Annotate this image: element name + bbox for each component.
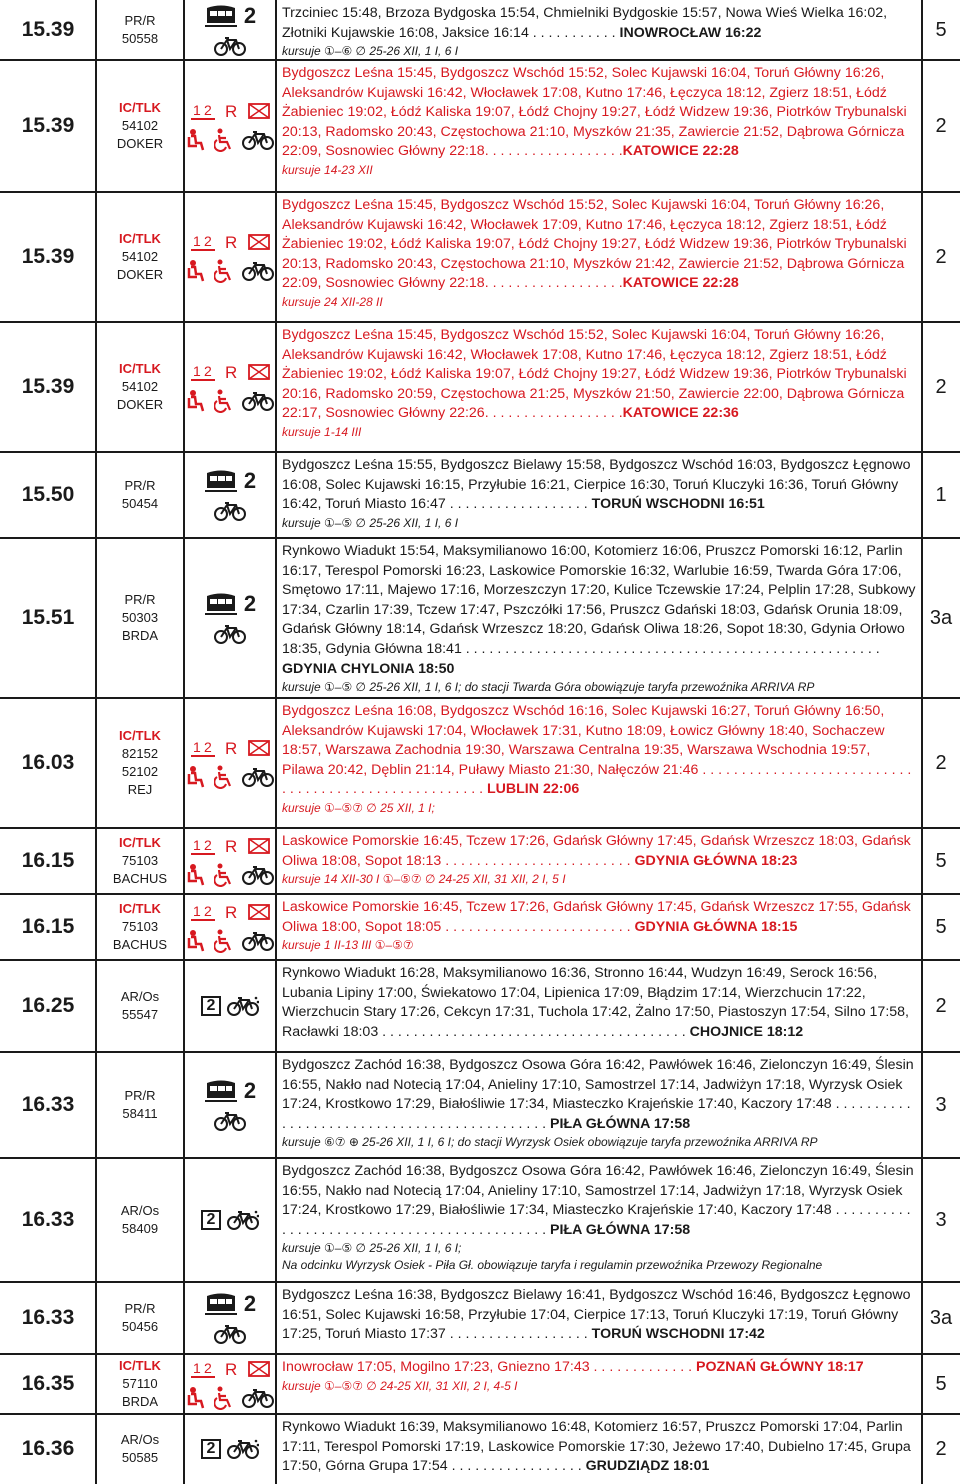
service-note: kursuje 1-14 III [282,424,362,439]
person-seat-icon [186,765,208,789]
departure-time: 16.15 [21,849,75,872]
service-note: kursuje 1 II-13 III ①–⑤⑦ [282,938,414,953]
train-number: BACHUS [112,871,168,886]
departure-row [0,192,960,322]
platform-number: 2 [935,114,947,137]
train-carrier [96,1414,184,1484]
route-leader-dots: . . . . . . . . . . . [528,24,620,41]
row-divider [0,1353,960,1355]
train-number: DOKER [116,397,164,412]
service-note: kursuje 14-23 XII [282,162,373,177]
route-leader-dots: . . . . . . . . . . . . . . . . . . . . . . . . [441,918,635,935]
route-stops [276,538,922,698]
service-note: kursuje ①–⑤⑦ ∅ 24-25 XII, 31 XII, 2 I, 4-5 I [282,1378,518,1393]
destination: TORUŃ WSCHODNI 16:51 [591,496,765,513]
train-type: IC/TLK [119,100,161,115]
departure-row [0,1052,960,1158]
destination: CHOJNICE 18:12 [689,1023,804,1040]
mail-icon [248,739,270,757]
class-1-2-icon [190,835,216,857]
train-amenities [184,192,276,322]
column-divider [275,0,277,1484]
second-class-icon: 2 [243,1078,257,1103]
train-icon [204,4,238,28]
destination: LUBLIN 22:06 [486,781,580,798]
row-divider [0,321,960,323]
train-carrier [96,452,184,538]
train-number: 50303 [121,610,159,625]
train-amenities [184,1282,276,1354]
train-icon [204,469,238,493]
train-carrier [96,1158,184,1282]
destination: KATOWICE 22:28 [622,275,739,292]
bicycle-icon [214,1323,246,1345]
platform-number: 5 [935,18,947,41]
train-amenities [184,1052,276,1158]
platform-number: 2 [935,751,947,774]
departure-row [0,452,960,538]
person-seat-icon [186,259,208,283]
class-1-2-icon [190,901,216,923]
route-leader-dots: . . . . . . . . . . . . . . . . . . . . . . . . . . . . . . . . . . . . . . . . . . . . [282,1096,911,1132]
person-seat-icon [186,128,208,152]
bicycle-icon [227,995,259,1017]
platform-number: 2 [935,245,947,268]
train-type: PR/R [124,478,156,493]
bicycle-icon [242,766,274,788]
platform-number: 3 [935,1208,947,1231]
train-amenities [184,1414,276,1484]
train-carrier [96,60,184,192]
departure-time: 15.39 [21,375,75,398]
train-type: IC/TLK [119,835,161,850]
train-number: 50585 [121,1450,159,1465]
departure-row [0,1158,960,1282]
departure-row [0,828,960,894]
reservation-icon [222,835,242,857]
departure-time: 15.39 [21,18,75,41]
train-number: BRDA [121,1394,159,1409]
reservation-icon [222,100,242,122]
route-stations: Bydgoszcz Leśna 15:45, Bydgoszcz Wschód 15:52, Solec Kujawski 16:04, Toruń Główny 16:26, Aleksandrów Kujawski 16:42, Włocławek 17:08, Kutno 17:46, Łęczyca 18:12, Zgierz 18:51, Łódź Żabieniec 19:02, Łódź Kaliska 19:07, Łódź Chojny 19:27, Łódź Widzew 19:36, Piotrków Trybunalski 20:16, Radomsko 20:59, Częstochowa 21:25, Myszków 21:50, Zawiercie 22:00, Dąbrowa Górnicza 22:17, Sosnowiec Główny 22:26 [282,327,907,422]
train-number: DOKER [116,267,164,282]
column-divider [183,0,185,1484]
train-type: AR/Os [120,1203,160,1218]
train-number: BACHUS [112,937,168,952]
platform-number: 3a [929,1306,953,1329]
service-note: kursuje ①–⑥ ∅ 25-26 XII, 1 I, 6 I [282,44,459,59]
destination: GRUDZIĄDZ 18:01 [585,1458,710,1475]
route-stations: Bydgoszcz Leśna 15:45, Bydgoszcz Wschód 15:52, Solec Kujawski 16:04, Toruń Główny 16:26, Aleksandrów Kujawski 16:42, Włocławek 17:08, Kutno 17:46, Łęczyca 18:12, Zgierz 18:51, Łódź Żabieniec 19:02, Łódź Kaliska 19:07, Łódź Chojny 19:27, Łódź Widzew 19:36, Piotrków Trybunalski 20:13, Radomsko 20:43, Częstochowa 21:10, Myszków 21:35, Zawiercie 21:52, Dąbrowa Górnicza 22:09, Sosnowiec Główny 22:18 [282,65,907,160]
train-number: REJ [127,782,153,797]
route-leader-dots: . . . . . . . . . . . . . . . . . . . . . . . . [441,852,635,869]
train-amenities [184,322,276,452]
service-note: kursuje ⑥⑦ ⊕ 25-26 XII, 1 I, 6 I; do stacji Wyrzysk Osiek obowiązuje taryfa przewoźnika ARRIVA RP [282,1135,818,1150]
route-stations: Bydgoszcz Zachód 16:38, Bydgoszcz Osowa Góra 16:42, Pawłówek 16:46, Zielonczyn 16:49, Ślesin 16:55, Nakło nad Notecią 17:04, Anieliny 17:10, Samostrzel 17:14, Jadwiżyn 17:18, Wyrzysk Osiek 17:24, Krostkowo 17:29, Białośliwie 17:34, Miasteczko Krajeńskie 17:40, Kaczory 17:48 [282,1163,914,1219]
bicycle-icon [214,500,246,522]
route-stations: Inowrocław 17:05, Mogilno 17:23, Gniezno 17:43 [282,1359,590,1375]
reservation-icon [222,737,242,759]
class-1-2-icon [190,361,216,383]
svg-text:2: 2 [204,1360,212,1376]
train-number: 82152 [121,746,159,761]
departure-row [0,960,960,1052]
bicycle-icon [227,1209,259,1231]
column-divider [95,0,97,1484]
second-class-icon: 2 [243,591,257,616]
train-number: BRDA [121,628,159,643]
departure-row [0,0,960,60]
route-leader-dots: . . . . . . . . . . . . . . . . . . . . . . . . . . . . . . . . . . . . . . . . . . . . [282,1202,911,1238]
row-divider [0,59,960,61]
train-amenities [184,698,276,828]
departure-time: 16.33 [21,1093,75,1116]
second-class-icon: 2 [201,996,221,1016]
destination: INOWROCŁAW 16:22 [619,24,762,41]
train-type: IC/TLK [119,361,161,376]
route-stations: Laskowice Pomorskie 16:45, Tczew 17:26, Gdańsk Główny 17:45, Gdańsk Wrzeszcz 18:03, Gdańsk Oliwa 18:08, Sopot 18:13 [282,833,911,869]
wheelchair-icon [214,765,236,789]
departure-row [0,1414,960,1484]
train-number: 57110 [122,1376,158,1391]
column-divider [921,0,923,1484]
route-stations: Bydgoszcz Zachód 16:38, Bydgoszcz Osowa Góra 16:42, Pawłówek 16:46, Zielonczyn 16:49, Ślesin 16:55, Nakło nad Notecią 17:04, Anieliny 17:10, Samostrzel 17:14, Jadwiżyn 17:18, Wyrzysk Osiek 17:24, Krostkowo 17:29, Białośliwie 17:34, Miasteczko Krajeńskie 17:40, Kaczory 17:48 [282,1057,914,1113]
train-icon [204,592,238,616]
second-class-icon: 2 [243,1291,257,1316]
svg-text:2: 2 [204,837,212,853]
bicycle-icon [242,260,274,282]
departure-time: 16.03 [21,751,75,774]
route-stops [276,894,922,960]
svg-text:1: 1 [193,233,201,249]
service-note: kursuje ①–⑤ ∅ 25-26 XII, 1 I, 6 I; do stacji Twarda Góra obowiązuje taryfa przewoźnika ARRIVA RP [282,680,815,695]
wheelchair-icon [214,128,236,152]
train-amenities [184,0,276,60]
route-leader-dots: . . . . . . . . . . . . . . . . . . . . . . . . . . . . . . . . . . . . . . . . . . . . . . . . . . . . . [282,761,912,798]
train-carrier [96,698,184,828]
train-number: 50558 [121,31,159,46]
person-seat-icon [186,1386,208,1410]
train-carrier [96,1052,184,1158]
platform-number: 3a [929,606,953,629]
departure-time: 15.39 [21,245,75,268]
departure-time: 16.15 [21,915,75,938]
train-type: PR/R [124,1301,156,1316]
route-stops [276,0,922,60]
bicycle-icon [242,864,274,886]
route-stops [276,1354,922,1414]
svg-text:1: 1 [193,102,201,118]
departure-time: 16.25 [21,994,75,1017]
bicycle-icon [227,1438,259,1460]
row-divider [0,697,960,699]
mail-icon [248,903,270,921]
row-divider [0,191,960,193]
row-divider [0,537,960,539]
class-1-2-icon [190,231,216,253]
train-carrier [96,894,184,960]
train-amenities [184,894,276,960]
svg-text:2: 2 [204,363,212,379]
svg-text:2: 2 [204,102,212,118]
train-number: 55547 [121,1007,159,1022]
service-note: kursuje ①–⑤⑦ ∅ 25 XII, 1 I; [282,800,435,815]
bicycle-icon [242,129,274,151]
destination: PIŁA GŁÓWNA 17:58 [550,1221,691,1238]
class-1-2-icon [190,737,216,759]
destination: GDYNIA GŁÓWNA 18:15 [634,918,798,935]
train-icon [204,1292,238,1316]
train-number: 58411 [122,1106,158,1121]
route-leader-dots: . . . . . . . . . . . . . . . . . . [445,1326,592,1343]
route-leader-dots: . . . . . . . . . . . . . . . . . . [484,143,623,160]
person-seat-icon [186,389,208,413]
bicycle-icon [242,930,274,952]
platform-number: 2 [935,375,947,398]
departure-row [0,538,960,698]
service-note: Na odcinku Wyrzysk Osiek - Piła Gł. obowiązuje taryfa i regulamin przewoźnika Przewozy Regionalne [282,1258,823,1273]
svg-text:R: R [225,739,238,758]
reservation-icon [222,231,242,253]
departure-time: 15.39 [21,114,75,137]
svg-text:1: 1 [193,739,201,755]
row-divider [0,1051,960,1053]
departure-time: 16.33 [21,1208,75,1231]
train-carrier [96,960,184,1052]
svg-text:2: 2 [204,903,212,919]
departure-time: 15.50 [21,483,75,506]
destination: PIŁA GŁÓWNA 17:58 [550,1115,691,1132]
route-leader-dots: . . . . . . . . . . . . . . . . . . . . . . . . . . . . . . . . . . . . . . . [378,1023,690,1040]
train-type: IC/TLK [119,231,161,246]
row-divider [0,827,960,829]
person-seat-icon [186,929,208,953]
train-type: AR/Os [120,989,160,1004]
route-stops [276,828,922,894]
svg-text:1: 1 [193,837,201,853]
route-stops [276,192,922,322]
row-divider [0,893,960,895]
route-leader-dots: . . . . . . . . . . . . . . . . . . [484,405,623,422]
train-type: IC/TLK [119,1358,161,1373]
platform-number: 1 [935,483,947,506]
row-divider [0,1157,960,1159]
svg-text:2: 2 [204,233,212,249]
train-carrier [96,0,184,60]
route-leader-dots: . . . . . . . . . . . . . . . . . . [445,496,592,513]
svg-text:R: R [225,233,238,252]
route-leader-dots: . . . . . . . . . . . . . . . . . [447,1458,586,1475]
row-divider [0,1281,960,1283]
route-stops [276,1052,922,1158]
route-stations: Rynkowo Wiadukt 16:28, Maksymilianowo 16:36, Stronno 16:44, Wudzyn 16:49, Serock 16:56, Lubania Lipiny 17:00, Świekatowo 17:04, Lipienica 17:09, Błądzim 17:14, Wierzchucin 17:22, Wierzchucin Stary 17:26, Cekcyn 17:31, Tuchola 17:42, Żalno 17:50, Piastoszyn 17:54, Silno 17:58, Racławki 18:03 [282,965,909,1040]
train-number: 52102 [121,764,159,779]
train-type: IC/TLK [119,728,161,743]
platform-number: 2 [935,994,947,1017]
train-type: AR/Os [120,1432,160,1447]
train-carrier [96,1354,184,1414]
train-amenities [184,960,276,1052]
route-stations: Trzciniec 15:48, Brzoza Bydgoska 15:54, Chmielniki Bydgoskie 15:57, Nowa Wieś Wielka 16:02, Złotniki Kujawskie 16:08, Jaksice 16:14 [282,5,888,41]
train-amenities [184,538,276,698]
train-icon [204,1079,238,1103]
destination: TORUŃ WSCHODNI 17:42 [591,1326,765,1343]
route-stations: Bydgoszcz Leśna 15:45, Bydgoszcz Wschód 15:52, Solec Kujawski 16:04, Toruń Główny 16:26, Aleksandrów Kujawski 16:42, Włocławek 17:09, Kutno 17:46, Łęczyca 18:12, Zgierz 18:51, Łódź Żabieniec 19:02, Łódź Kaliska 19:07, Łódź Chojny 19:27, Łódź Widzew 19:36, Piotrków Trybunalski 20:13, Radomsko 20:43, Częstochowa 21:10, Myszków 21:42, Zawiercie 21:52, Dąbrowa Górnicza 22:09, Sosnowiec Główny 22:18 [282,197,907,292]
departure-row [0,60,960,192]
destination: POZNAŃ GŁÓWNY 18:17 [696,1359,864,1375]
class-1-2-icon [190,100,216,122]
destination: GDYNIA CHYLONIA 18:50 [282,660,455,677]
route-stations: Rynkowo Wiadukt 16:39, Maksymilianowo 16:48, Kotomierz 16:57, Pruszcz Pomorski 17:04, Parlin 17:11, Terespol Pomorski 17:19, Laskowice Pomorskie 17:30, Jeżewo 17:40, Dubielno 17:45, Grupa 17:50, Górna Grupa 17:54 [282,1419,911,1475]
mail-icon [248,1360,270,1378]
svg-text:2: 2 [204,739,212,755]
train-number: 54102 [121,249,159,264]
train-number: 75103 [121,919,159,934]
wheelchair-icon [214,259,236,283]
departure-row [0,894,960,960]
route-stops [276,322,922,452]
train-number: DOKER [116,136,164,151]
bicycle-icon [214,623,246,645]
route-stops [276,60,922,192]
person-seat-icon [186,863,208,887]
svg-text:1: 1 [193,363,201,379]
service-note: kursuje 24 XII-28 II [282,294,383,309]
service-note: kursuje ①–⑤ ∅ 25-26 XII, 1 I, 6 I; [282,1241,462,1256]
mail-icon [248,837,270,855]
destination: KATOWICE 22:36 [622,405,739,422]
row-divider [0,451,960,453]
departure-time: 15.51 [21,606,75,629]
route-stations: Bydgoszcz Leśna 15:55, Bydgoszcz Bielawy 15:58, Bydgoszcz Wschód 16:03, Bydgoszcz Łęgnowo 16:08, Solec Kujawski 16:15, Przyłubie 16:21, Cierpice 16:30, Toruń Kluczyki 16:36, Toruń Główny 16:42, Toruń Miasto 16:47 [282,457,911,513]
bicycle-icon [214,1110,246,1132]
route-stations: Rynkowo Wiadukt 15:54, Maksymilianowo 16:00, Kotomierz 16:06, Pruszcz Pomorski 16:12, Parlin 16:17, Terespol Pomorski 16:23, Laskowice Pomorskie 16:32, Warlubie 16:59, Twarda Góra 17:06, Smętowo 17:11, Majewo 17:16, Morzeszczyn 17:20, Kulice Tczewskie 17:24, Pelplin 17:28, Subkowy 17:34, Czarlin 17:39, Tczew 17:47, Pszczółki 17:56, Pruszcz Gdański 18:03, Gdańsk Orunia 18:09, Gdańsk Główny 18:14, Gdańsk Wrzeszcz 18:20, Gdańsk Oliwa 18:26, Sopot 18:30, Gdynia Orłowo 18:35, Gdynia Główna 18:41 [282,543,916,657]
platform-number: 5 [935,849,947,872]
svg-text:1: 1 [193,903,201,919]
destination: GDYNIA GŁÓWNA 18:23 [634,852,798,869]
svg-text:1: 1 [193,1360,201,1376]
route-stations: Bydgoszcz Leśna 16:08, Bydgoszcz Wschód 16:16, Solec Kujawski 16:27, Toruń Główny 16:50, Aleksandrów Kujawski 17:04, Włocławek 17:31, Kutno 18:09, Łowicz Główny 18:40, Sochaczew 18:57, Warszawa Zachodnia 19:30, Warszawa Centralna 19:35, Warszawa Wschodnia 19:57, Pilawa 20:42, Dęblin 21:14, Puławy Miasto 21:30, Nałęczów 21:46 [282,703,885,778]
reservation-icon [222,1358,242,1380]
bicycle-icon [214,35,246,57]
departure-time: 16.36 [21,1437,75,1460]
route-stations: Laskowice Pomorskie 16:45, Tczew 17:26, Gdańsk Główny 17:45, Gdańsk Wrzeszcz 17:55, Gdańsk Oliwa 18:00, Sopot 18:05 [282,899,911,935]
destination: KATOWICE 22:28 [622,143,739,160]
platform-number: 2 [935,1437,947,1460]
second-class-icon: 2 [243,3,257,28]
mail-icon [248,363,270,381]
route-stops [276,1158,922,1282]
train-carrier [96,322,184,452]
train-type: PR/R [124,1088,156,1103]
second-class-icon: 2 [201,1210,221,1230]
train-number: 50456 [121,1319,159,1334]
route-leader-dots: . . . . . . . . . . . . . . . . . . [484,275,623,292]
train-number: 54102 [121,379,159,394]
train-number: 75103 [121,853,159,868]
train-number: 50454 [121,496,159,511]
platform-number: 3 [935,1093,947,1116]
route-stops [276,452,922,538]
service-note: kursuje 14 XII-30 I ①–⑤⑦ ∅ 24-25 XII, 31 XII, 2 I, 5 I [282,872,566,887]
departure-row [0,1354,960,1414]
svg-text:R: R [225,102,238,121]
route-leader-dots: . . . . . . . . . . . . . [589,1359,697,1375]
reservation-icon [222,901,242,923]
train-carrier [96,538,184,698]
train-amenities [184,452,276,538]
row-divider [0,1413,960,1415]
class-1-2-icon [190,1358,216,1380]
reservation-icon [222,361,242,383]
train-number: 58409 [121,1221,159,1236]
mail-icon [248,233,270,251]
wheelchair-icon [214,389,236,413]
departure-row [0,322,960,452]
route-stops [276,960,922,1052]
wheelchair-icon [214,929,236,953]
mail-icon [248,102,270,120]
route-leader-dots: . . . . . . . . . . . . . . . . . . . . . . . . . . . . . . . . . . . . . . . . . . . . . . . . . . . . . [461,640,880,657]
train-number: 54102 [121,118,159,133]
route-stops [276,1282,922,1354]
platform-number: 5 [935,915,947,938]
second-class-icon: 2 [201,1439,221,1459]
train-amenities [184,60,276,192]
route-stops [276,1414,922,1484]
train-amenities [184,828,276,894]
train-type: IC/TLK [119,901,161,916]
departure-row [0,1282,960,1354]
svg-text:R: R [225,837,238,856]
train-carrier [96,1282,184,1354]
train-amenities [184,1354,276,1414]
svg-text:R: R [225,363,238,382]
departure-row [0,698,960,828]
route-stations: Bydgoszcz Leśna 16:38, Bydgoszcz Bielawy 16:41, Bydgoszcz Wschód 16:46, Bydgoszcz Łęgnowo 16:51, Solec Kujawski 16:58, Przyłubie 17:04, Cierpice 17:13, Toruń Kluczyki 17:19, Toruń Główny 17:25, Toruń Miasto 17:37 [282,1287,911,1343]
train-amenities [184,1158,276,1282]
bicycle-icon [242,390,274,412]
wheelchair-icon [214,1386,236,1410]
second-class-icon: 2 [243,468,257,493]
platform-number: 5 [935,1372,947,1395]
departure-time: 16.33 [21,1306,75,1329]
wheelchair-icon [214,863,236,887]
train-type: PR/R [124,592,156,607]
svg-text:R: R [225,903,238,922]
departure-time: 16.35 [21,1372,75,1395]
route-stops [276,698,922,828]
row-divider [0,959,960,961]
train-type: PR/R [124,13,156,28]
service-note: kursuje ①–⑤ ∅ 25-26 XII, 1 I, 6 I [282,515,459,530]
train-carrier [96,192,184,322]
train-carrier [96,828,184,894]
bicycle-icon [242,1387,274,1409]
svg-text:R: R [225,1360,238,1379]
